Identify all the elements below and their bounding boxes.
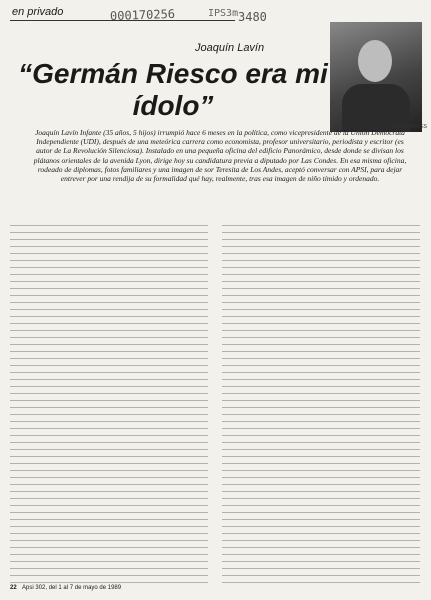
section-masthead: en privado — [12, 6, 64, 18]
byline-name: Joaquín Lavín — [195, 42, 265, 54]
article-column-right — [222, 225, 420, 583]
article-headline: “Germán Riesco era mi ídolo” — [18, 58, 328, 121]
article-columns — [10, 225, 420, 583]
portrait-photo — [330, 22, 422, 132]
archive-note: IPS3m — [208, 8, 239, 19]
portrait-face — [358, 40, 392, 82]
page-number: 22 — [10, 585, 17, 591]
page-footer — [10, 585, 420, 591]
archive-code-stamp: 000170256 — [109, 6, 176, 24]
archive-code-secondary: 3480 — [238, 10, 267, 24]
column-text-placeholder — [222, 225, 420, 583]
column-text-placeholder — [10, 225, 208, 583]
article-intro: Joaquín Lavín Infante (35 años, 5 hijos) irrumpió hace 6 meses en la política, como vicepresidente de la Unión Demócrata Independiente (UDI), después de una meteórica carrera como economista, profesor universitario, periodista y escritor (es autor de La Revolución Silenciosa). Instalado en una pequeña oficina del edificio Panorámico, desde donde se divisan los plátanos orientales de la avenida Lyon, dirige hoy su candidatura previa a diputado por Las Condes. En esa misma oficina, rodeado de diplomas, fotos familiares y una imagen de sor Teresita de Los Andes, aceptó conversar con APSI, para dejar entrever por una rendija de su formalidad qué hay, realmente, tras esa imagen de niño tímido y ordenado. — [33, 128, 407, 184]
photo-credit: SAN FUENTES — [392, 124, 428, 130]
issue-info: Apsi 302, del 1 al 7 de mayo de 1989 — [22, 585, 122, 591]
article-column-left — [10, 225, 208, 583]
